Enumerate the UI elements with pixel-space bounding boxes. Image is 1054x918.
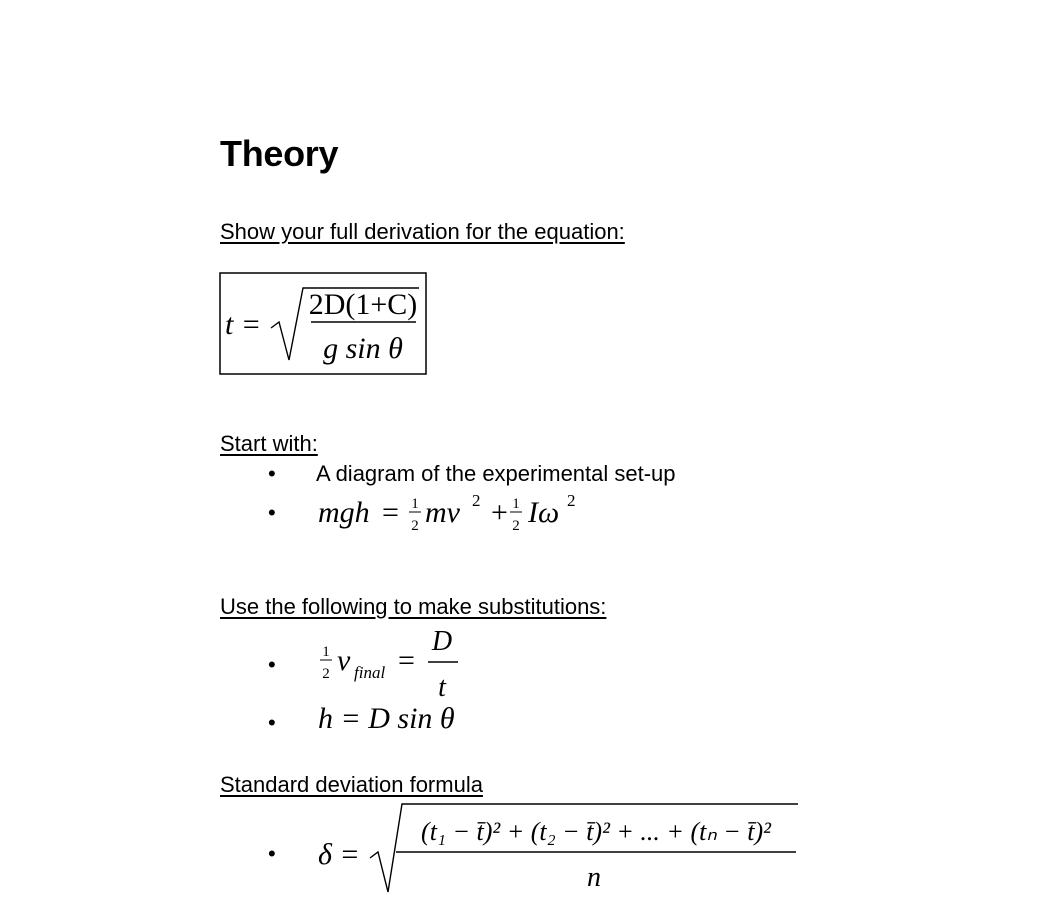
svg-text:+: +	[491, 496, 508, 529]
svg-text:2: 2	[512, 518, 520, 534]
energy-mgh: mgh	[318, 496, 370, 529]
svg-text:final: final	[354, 663, 386, 682]
stddev-denominator: n	[587, 862, 601, 893]
stddev-heading: Standard deviation formula	[220, 772, 483, 797]
svg-text:=: =	[398, 644, 415, 677]
bullet-icon: •	[268, 841, 276, 866]
energy-mv: mv	[425, 496, 460, 529]
energy-equation	[312, 486, 592, 544]
energy-iw: Iω	[528, 496, 560, 529]
vfinal-equation	[312, 622, 482, 702]
page-title: Theory	[220, 133, 339, 174]
stddev-equation	[312, 800, 812, 900]
bullet-icon: •	[268, 500, 276, 525]
svg-text:2: 2	[322, 666, 330, 682]
derivation-heading: Show your full derivation for the equation:	[220, 219, 625, 244]
svg-text:1: 1	[512, 496, 520, 512]
bullet-icon: •	[268, 710, 276, 735]
main-equation-box	[219, 272, 429, 376]
bullet-icon: •	[268, 652, 276, 677]
svg-text:v: v	[337, 644, 351, 677]
svg-text:D: D	[431, 626, 453, 657]
svg-text:t: t	[438, 672, 446, 702]
svg-text:1: 1	[411, 496, 419, 512]
main-equation-lhs: t =	[225, 308, 262, 341]
svg-text:2: 2	[567, 491, 576, 510]
main-equation-numerator: 2D(1+C)	[308, 288, 418, 321]
svg-text:1: 1	[322, 644, 330, 660]
svg-text:2: 2	[411, 518, 419, 534]
start-heading: Start with:	[220, 431, 318, 456]
start-item-diagram: A diagram of the experimental set-up	[316, 461, 676, 486]
substitutions-heading: Use the following to make substitutions:	[220, 594, 607, 619]
svg-text:2: 2	[472, 491, 481, 510]
energy-equals: =	[382, 496, 399, 529]
stddev-numerator: (t₁ − t̄)² + (t₂ − t̄)² + ... + (tₙ − t̄)²	[421, 817, 771, 846]
bullet-icon: •	[268, 461, 276, 486]
height-equation: h = D sin θ	[318, 702, 455, 735]
stddev-lhs: δ =	[318, 838, 360, 871]
main-equation-denominator: g sin θ	[323, 332, 403, 365]
